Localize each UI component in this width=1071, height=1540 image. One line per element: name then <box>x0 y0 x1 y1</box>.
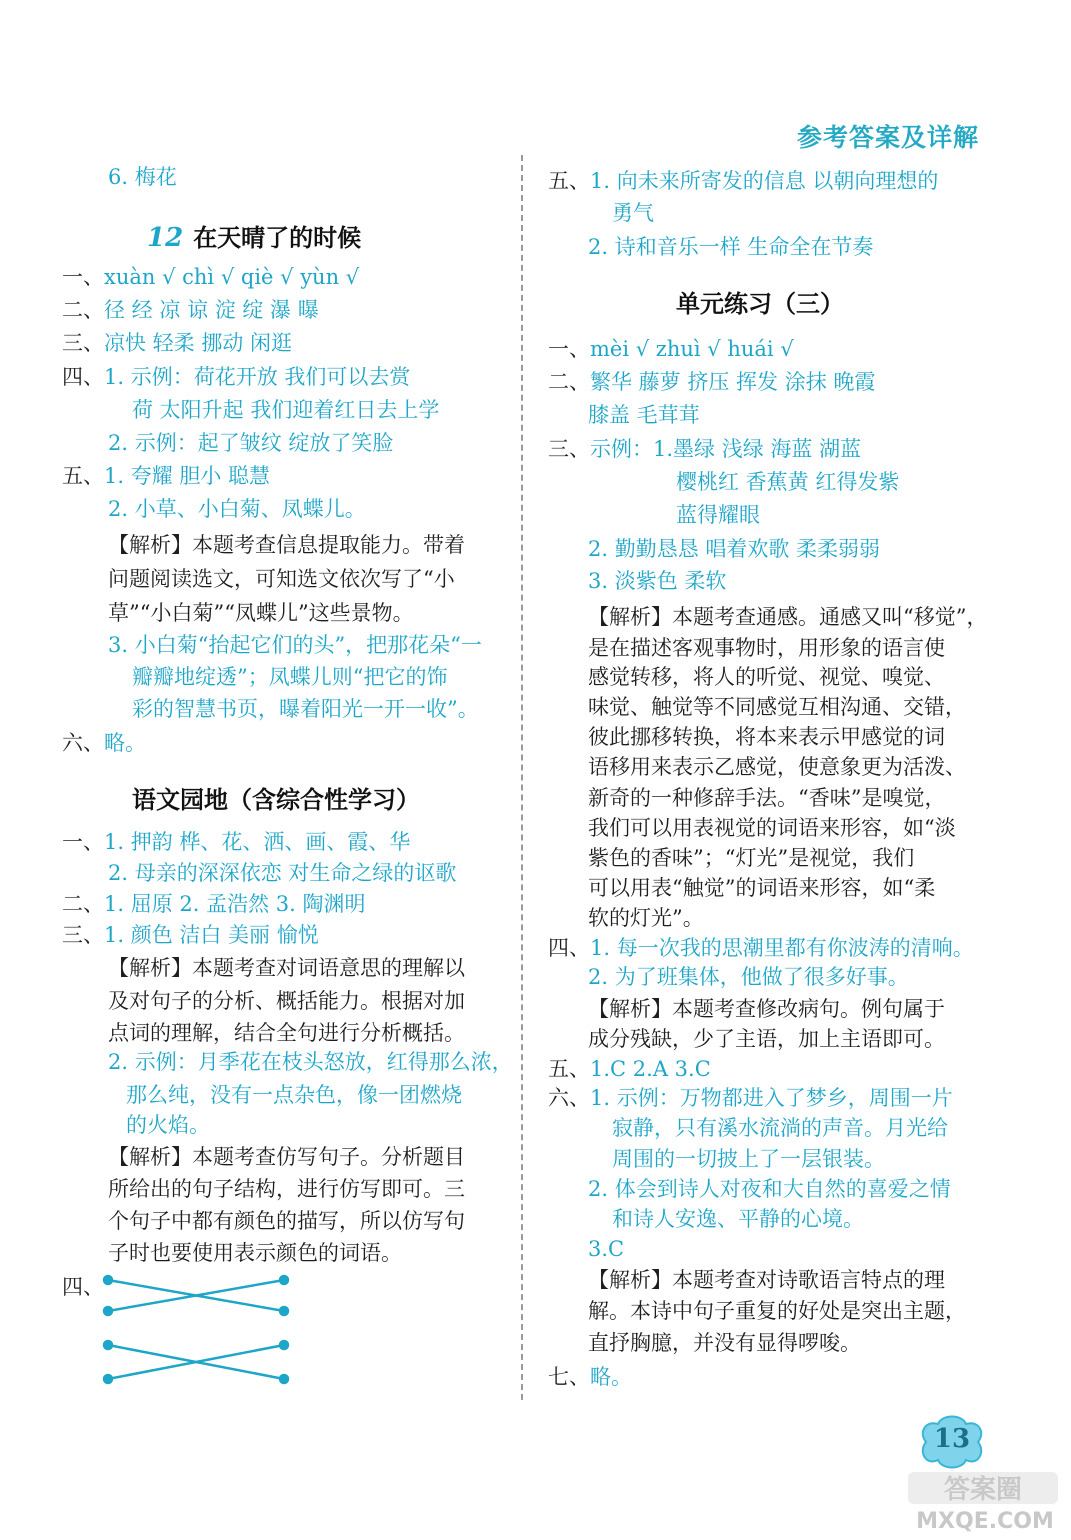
watermark-logo <box>900 1470 1070 1536</box>
answer-text: 繁华 藤萝 挤压 挥发 涂抹 晚霞 <box>590 370 876 394</box>
question-row <box>548 933 974 963</box>
answer-text: mèi √ zhuì √ huái √ <box>590 337 794 361</box>
analysis-line: 可以用表“触觉”的词语来形容，如“柔 <box>588 876 936 900</box>
answer-text: 墨绿 浅绿 海蓝 湖蓝 <box>673 437 862 461</box>
question-number: 四、 <box>62 365 104 389</box>
analysis-line: 及对句子的分析、概括能力。根据对加 <box>108 989 465 1013</box>
analysis-line: 【解析】本题考查对诗歌语言特点的理 <box>588 1268 945 1292</box>
match-dot <box>104 1307 112 1315</box>
answer-text: 凉快 轻柔 挪动 闲逛 <box>104 331 293 355</box>
answer-line: 2. 体会到诗人对夜和大自然的喜爱之情 <box>588 1177 951 1201</box>
lesson-number: 12 <box>147 223 184 253</box>
analysis-line: 直抒胸臆，并没有显得啰唆。 <box>588 1331 861 1355</box>
answer-line: 寂静，只有溪水流淌的声音。月光给 <box>612 1116 948 1140</box>
analysis-line: 【解析】本题考查信息提取能力。带着 <box>108 533 465 557</box>
answer-line: 的火焰。 <box>126 1113 210 1137</box>
answer-text: 1.C 2.A 3.C <box>590 1057 711 1081</box>
analysis-line: 点词的理解，结合全句进行分析概括。 <box>108 1021 465 1045</box>
answer-line: 2. 母亲的深深依恋 对生命之绿的讴歌 <box>108 861 457 885</box>
answer-line: 瓣瓣地绽透”；凤蝶儿则“把它的饰 <box>132 665 448 689</box>
question-number: 一、 <box>548 337 590 361</box>
question-row <box>548 1083 953 1113</box>
analysis-line: 个句子中都有颜色的描写，所以仿写句 <box>108 1209 465 1233</box>
answer-label: 示例：1. <box>590 437 674 461</box>
answer-line: 2. 为了班集体，他做了很多好事。 <box>588 965 909 989</box>
question-number: 七、 <box>548 1365 590 1389</box>
lesson-title-text: 在天晴了的时候 <box>193 223 362 252</box>
question-number: 三、 <box>548 437 590 461</box>
answer-line: 和诗人安逸、平静的心境。 <box>612 1207 864 1231</box>
answer-text: 略。 <box>590 1365 632 1389</box>
svg-text:答案圈: 答案圈 <box>943 1475 1023 1505</box>
answer-text: 1. 颜色 洁白 美丽 愉悦 <box>104 923 319 947</box>
match-dot <box>280 1276 288 1284</box>
analysis-line: 所给出的句子结构，进行仿写即可。三 <box>108 1177 465 1201</box>
answer-text: 1. 屈原 2. 孟浩然 3. 陶渊明 <box>104 892 366 916</box>
answer-line: 2. 示例：起了皱纹 绽放了笑脸 <box>108 431 394 455</box>
answer-text: 1. 押韵 桦、花、洒、画、霞、华 <box>104 830 411 854</box>
answer-text: 1. 示例：万物都进入了梦乡，周围一片 <box>590 1086 953 1110</box>
match-dot <box>280 1307 288 1315</box>
unit-practice-title: 单元练习（三） <box>676 289 844 318</box>
question-number: 二、 <box>62 298 104 322</box>
question-row <box>548 166 938 196</box>
question-number: 三、 <box>62 923 104 947</box>
analysis-line: 软的灯光”。 <box>588 906 704 930</box>
answer-text: 1. 夸耀 胆小 聪慧 <box>104 464 271 488</box>
question-number: 五、 <box>548 169 590 193</box>
analysis-line: 子时也要使用表示颜色的词语。 <box>108 1241 402 1265</box>
match-dot <box>104 1341 112 1349</box>
yuwen-yuandi-title: 语文园地（含综合性学习） <box>132 785 420 814</box>
match-dot <box>104 1276 112 1284</box>
question-number: 四、 <box>62 1275 104 1299</box>
answer-line: 蓝得耀眼 <box>676 503 760 527</box>
answer-line: 2. 示例：月季花在枝头怒放，红得那么浓， <box>108 1050 513 1074</box>
question-number: 六、 <box>62 731 104 755</box>
answer-text: 径 经 凉 谅 淀 绽 瀑 曝 <box>104 298 319 322</box>
answer-text: 略。 <box>104 731 146 755</box>
page-number-badge <box>916 1414 988 1470</box>
question-number: 一、 <box>62 830 104 854</box>
analysis-line: 语移用来表示乙感觉，使意象更为活泼、 <box>588 755 966 779</box>
analysis-line: 【解析】本题考查对词语意思的理解以 <box>108 956 465 980</box>
match-dot <box>280 1375 288 1383</box>
question-number: 五、 <box>62 464 104 488</box>
svg-text:MXQE.COM: MXQE.COM <box>916 1509 1054 1534</box>
analysis-line: 【解析】本题考查修改病句。例句属于 <box>588 997 945 1021</box>
analysis-line: 彼此挪移转换，将本来表示甲感觉的词 <box>588 725 945 749</box>
answer-text: xuàn √ chì √ qiè √ yùn √ <box>104 265 360 289</box>
question-row <box>548 1362 632 1392</box>
answer-line: 樱桃红 香蕉黄 红得发紫 <box>676 470 900 494</box>
answer-text: 1. 每一次我的思潮里都有你波涛的清响。 <box>590 936 974 960</box>
answer-line: 荷 太阳升起 我们迎着红日去上学 <box>132 398 440 422</box>
answer-line: 3. 小白菊“抬起它们的头”，把那花朵“一 <box>108 633 482 657</box>
analysis-line: 问题阅读选文，可知选文依次写了“小 <box>108 567 455 591</box>
question-number: 二、 <box>62 892 104 916</box>
analysis-line: 是在描述客观事物时，用形象的语言使 <box>588 636 945 660</box>
question-row <box>548 434 861 464</box>
answer-line: 那么纯，没有一点杂色，像一团燃烧 <box>126 1083 462 1107</box>
watermark-icon <box>900 1470 1070 1536</box>
question-row <box>548 334 794 364</box>
analysis-line: 成分残缺，少了主语，加上主语即可。 <box>588 1027 945 1051</box>
answer-line: 2. 勤勤恳恳 唱着欢歌 柔柔弱弱 <box>588 537 881 561</box>
question-number: 五、 <box>548 1057 590 1081</box>
answer-line: 3.C <box>588 1237 625 1261</box>
match-dot <box>280 1341 288 1349</box>
analysis-line: 【解析】本题考查通感。通感又叫“移觉”， <box>588 605 988 629</box>
question-row <box>548 1054 711 1084</box>
answer-line: 膝盖 毛茸茸 <box>588 403 700 427</box>
question-row <box>548 367 875 397</box>
question-number: 二、 <box>548 370 590 394</box>
answer-line: 彩的智慧书页，曝着阳光一开一收”。 <box>132 697 479 721</box>
answer-text: 1. 示例：荷花开放 我们可以去赏 <box>104 365 411 389</box>
analysis-line: 味觉、触觉等不同感觉互相沟通、交错， <box>588 695 966 719</box>
analysis-line: 解。本诗中句子重复的好处是突出主题， <box>588 1299 966 1323</box>
analysis-line: 草”“小白菊”“凤蝶儿”这些景物。 <box>108 601 414 625</box>
answer-line: 2. 诗和音乐一样 生命全在节奏 <box>588 235 874 259</box>
question-number: 三、 <box>62 331 104 355</box>
analysis-line: 【解析】本题考查仿写句子。分析题目 <box>108 1145 465 1169</box>
header-title: 参考答案及详解 <box>796 123 979 152</box>
question-number: 一、 <box>62 265 104 289</box>
analysis-line: 紫色的香味”；“灯光”是视觉，我们 <box>588 846 915 870</box>
answer-line: 3. 淡紫色 柔软 <box>588 569 727 593</box>
answer-text: 1. 向未来所寄发的信息 以朝向理想的 <box>590 169 939 193</box>
analysis-line: 感觉转移，将人的听觉、视觉、嗅觉、 <box>588 665 945 689</box>
question-number: 六、 <box>548 1086 590 1110</box>
analysis-line: 我们可以用表视觉的词语来形容，如“淡 <box>588 816 956 840</box>
question-number: 四、 <box>548 936 590 960</box>
page-number: 13 <box>933 1424 971 1454</box>
analysis-line: 新奇的一种修辞手法。“香味”是嗅觉， <box>588 786 946 810</box>
answer-line: 勇气 <box>612 201 654 225</box>
answer-line: 6. 梅花 <box>108 165 177 189</box>
answer-line: 2. 小草、小白菊、凤蝶儿。 <box>108 497 366 521</box>
answer-line: 周围的一切披上了一层银装。 <box>612 1147 885 1171</box>
match-dot <box>104 1375 112 1383</box>
